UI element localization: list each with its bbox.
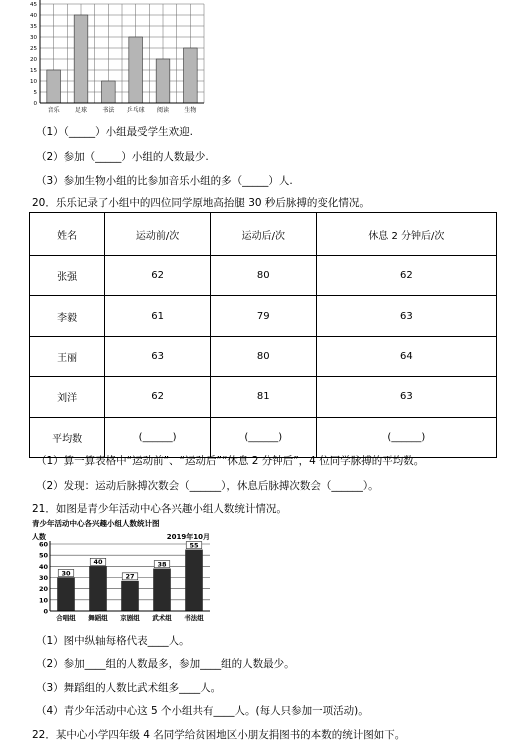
y-tick-label: 20	[30, 57, 37, 63]
data-label: 55	[189, 541, 199, 550]
y-tick-label: 20	[38, 585, 48, 594]
x-tick-label: 舞蹈组	[88, 614, 108, 622]
x-tick-label: 书法组	[184, 614, 204, 622]
y-tick-label: 40	[38, 562, 48, 571]
average-blank: (______)	[210, 417, 316, 457]
chart-title: 青少年活动中心各兴趣小组人数统计图	[32, 519, 160, 528]
average-label: 平均数	[30, 417, 105, 457]
bar	[102, 81, 116, 103]
q21-part4: （4）青少年活动中心这 5 个小组共有____人。(每人只参加一项活动)。	[36, 705, 369, 717]
table-row	[30, 377, 497, 417]
table-cell: 刘洋	[30, 377, 105, 417]
y-tick-label: 50	[38, 551, 48, 560]
y-tick-label: 60	[38, 540, 48, 549]
table-cell: 79	[210, 296, 316, 336]
table-header-cell: 休息 2 分钟后/次	[316, 213, 496, 256]
bar	[74, 15, 88, 103]
x-tick-label: 乒乓球	[126, 107, 145, 114]
bar	[184, 48, 198, 103]
x-tick-label: 音乐	[47, 107, 60, 114]
q20-title: 20．乐乐记录了小组中的四位同学原地高抬腿 30 秒后脉搏的变化情况。	[32, 197, 370, 209]
bar	[47, 70, 61, 103]
youth-center-bar-chart	[30, 517, 220, 629]
bar	[121, 581, 139, 611]
table-row	[30, 256, 497, 296]
interest-group-bar-chart	[18, 0, 218, 122]
pulse-table	[29, 212, 497, 458]
y-tick-label: 30	[38, 574, 48, 582]
x-tick-label: 武术组	[152, 614, 172, 622]
x-tick-label: 京剧组	[120, 614, 140, 622]
table-header-cell: 运动后/次	[210, 213, 316, 256]
table-header-cell: 姓名	[30, 213, 105, 256]
average-blank: (______)	[105, 417, 211, 457]
y-tick-label: 10	[30, 79, 37, 85]
y-tick-label: 25	[30, 46, 37, 52]
table-cell: 63	[105, 336, 211, 376]
q20-part1: （1）算一算表格中“运动前”、“运动后”“休息 2 分钟后”，4 位同学脉搏的平均数。	[36, 455, 425, 467]
table-cell: 63	[316, 377, 496, 417]
table-row	[30, 336, 497, 376]
y-tick-label: 5	[33, 90, 37, 96]
x-tick-label: 生物	[184, 107, 197, 114]
data-label: 30	[61, 569, 71, 578]
y-tick-label: 30	[30, 35, 37, 41]
x-tick-label: 足球	[74, 107, 88, 114]
table-cell: 63	[316, 296, 496, 336]
bar	[57, 578, 75, 612]
table-cell: 80	[210, 256, 316, 296]
table-cell: 李毅	[30, 296, 105, 336]
x-tick-label: 书法	[102, 107, 115, 114]
table-cell: 62	[316, 256, 496, 296]
table-cell: 62	[105, 377, 211, 417]
table-cell: 64	[316, 336, 496, 376]
x-tick-label: 阅读	[156, 107, 170, 114]
q21-title: 21．如图是青少年活动中心各兴趣小组人数统计情况。	[32, 503, 287, 515]
y-axis-title: 人数	[32, 533, 46, 541]
x-tick-label: 合唱组	[56, 614, 76, 622]
chart-date: 2019年10月	[166, 533, 210, 541]
data-label: 27	[125, 572, 135, 581]
q21-part2: （2）参加____组的人数最多，参加____组的人数最少。	[36, 658, 295, 670]
data-label: 38	[157, 560, 167, 569]
q21-part1: （1）图中纵轴每格代表____人。	[36, 635, 190, 647]
y-tick-label: 0	[33, 101, 37, 107]
table-row	[30, 296, 497, 336]
table-header-row	[30, 213, 497, 256]
y-tick-label: 0	[43, 607, 48, 616]
bar	[156, 59, 170, 103]
q21-part3: （3）舞蹈组的人数比武术组多____人。	[36, 682, 222, 694]
y-tick-label: 10	[38, 596, 48, 605]
table-cell: 81	[210, 377, 316, 417]
bar	[185, 550, 203, 611]
q22-title: 22．某中心小学四年级 4 名同学给贫困地区小朋友捐图书的本数的统计图如下。	[32, 729, 406, 741]
y-tick-label: 45	[30, 2, 37, 8]
q19-part2: （2）参加（_____）小组的人数最少.	[36, 151, 209, 163]
table-cell: 张强	[30, 256, 105, 296]
table-header-cell: 运动前/次	[105, 213, 211, 256]
table-cell: 62	[105, 256, 211, 296]
q20-part2: （2）发现：运动后脉搏次数会（______），休息后脉搏次数会（______）。	[36, 480, 379, 492]
table-cell: 80	[210, 336, 316, 376]
q19-part1: （1）（_____）小组最受学生欢迎.	[36, 126, 194, 138]
table-row-average	[30, 417, 497, 457]
table-cell: 王丽	[30, 336, 105, 376]
bar	[129, 37, 143, 103]
bar	[153, 569, 171, 611]
y-tick-label: 35	[30, 24, 37, 30]
y-tick-label: 15	[30, 68, 37, 74]
average-blank: (______)	[316, 417, 496, 457]
bar	[89, 566, 107, 611]
q19-part3: （3）参加生物小组的比参加音乐小组的多（_____）人.	[36, 175, 293, 187]
table-cell: 61	[105, 296, 211, 336]
y-tick-label: 40	[30, 13, 37, 19]
data-label: 40	[93, 558, 103, 567]
